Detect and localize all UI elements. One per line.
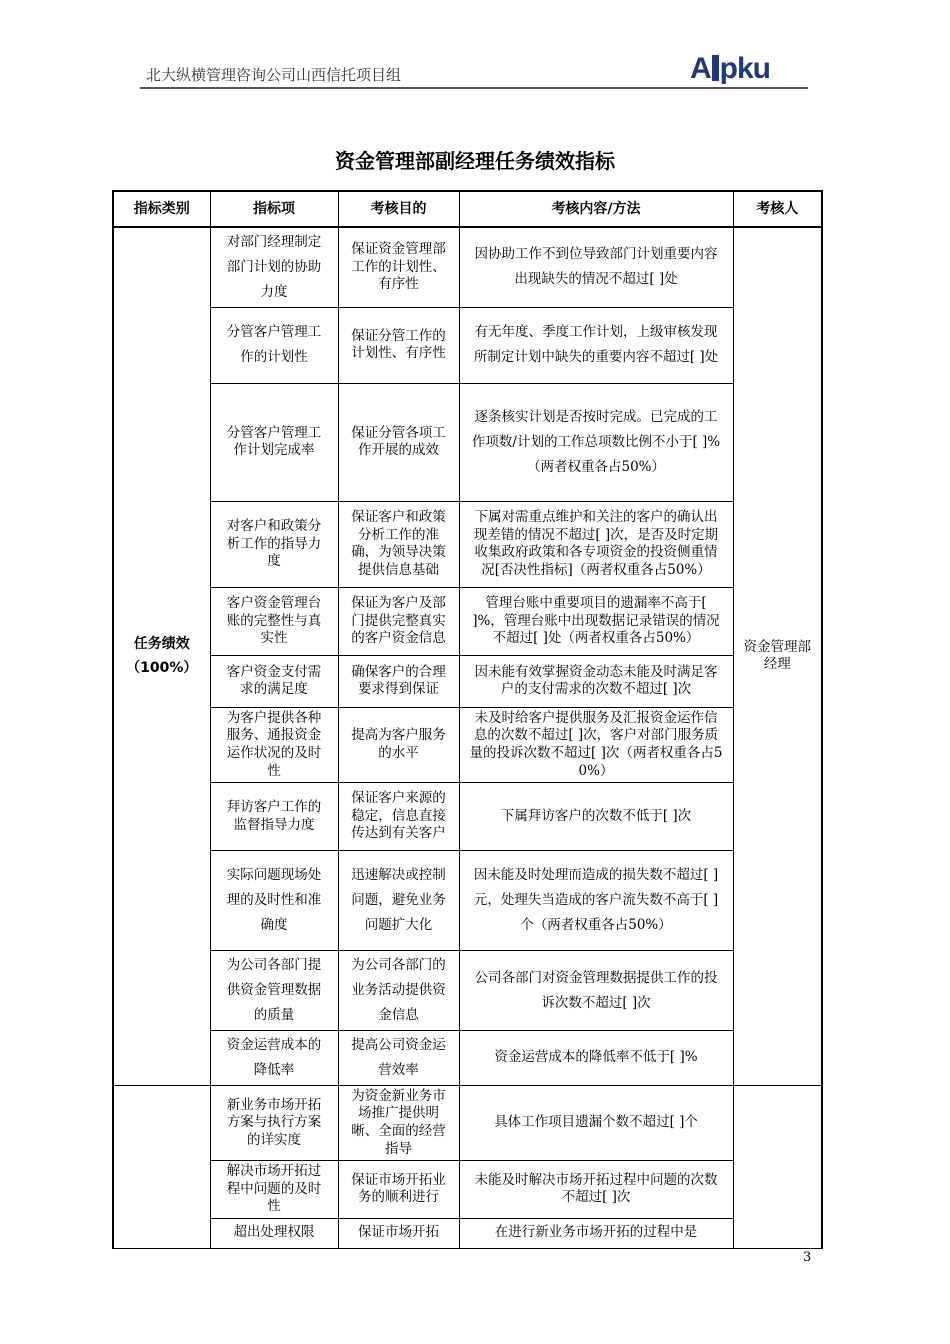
item-cell: 资金运营成本的降低率	[210, 1031, 338, 1086]
method-cell: 资金运营成本的降低率不低于[ ]%	[459, 1031, 733, 1086]
purpose-cell: 为公司各部门的业务活动提供资金信息	[338, 951, 459, 1031]
method-cell: 因未能及时处理而造成的损失数不超过[ ]元，处理失当造成的客户流失数不高于[ ]个（两者权重各占50%）	[459, 851, 733, 951]
col-header-assessor: 考核人	[733, 191, 822, 227]
company-logo	[690, 52, 770, 86]
col-header-purpose: 考核目的	[338, 191, 459, 227]
method-cell: 未能及时解决市场开拓过程中问题的次数不超过[ ]次	[459, 1161, 733, 1219]
table-row	[113, 227, 822, 307]
purpose-cell: 保证市场开拓	[338, 1218, 459, 1248]
col-header-item: 指标项	[210, 191, 338, 227]
purpose-cell: 保证为客户及部门提供完整真实的客户资金信息	[338, 587, 459, 655]
col-header-category: 指标类别	[113, 191, 210, 227]
item-cell: 为客户提供各种服务、通报资金运作状况的及时性	[210, 707, 338, 782]
item-cell: 客户资金管理台账的完整性与真实性	[210, 587, 338, 655]
item-cell: 分管客户管理工作计划完成率	[210, 383, 338, 501]
table-row	[113, 307, 822, 383]
category-cell-empty	[113, 1085, 210, 1248]
header-org-name: 北大纵横管理咨询公司山西信托项目组	[146, 66, 402, 84]
method-cell: 下属对需重点维护和关注的客户的确认出现差错的情况不超过[ ]次，是否及时定期收集政府政策和各专项资金的投资侧重情况[否决性指标]（两者权重各占50%）	[459, 501, 733, 587]
table-row	[113, 707, 822, 782]
method-cell: 未及时给客户提供服务及汇报资金运作信息的次数不超过[ ]次，客户对部门服务质量的投诉次数不超过[ ]次（两者权重各占50%）	[459, 707, 733, 782]
purpose-cell: 提高为客户服务的水平	[338, 707, 459, 782]
table-row	[113, 1218, 822, 1248]
col-header-method: 考核内容/方法	[459, 191, 733, 227]
table-row	[113, 783, 822, 851]
table-row	[113, 655, 822, 707]
table-header-row	[113, 191, 822, 227]
category-cell	[113, 227, 210, 1085]
table-row	[113, 1085, 822, 1160]
method-cell: 因协助工作不到位导致部门计划重要内容出现缺失的情况不超过[ ]处	[459, 227, 733, 307]
purpose-cell: 迅速解决或控制问题，避免业务问题扩大化	[338, 851, 459, 951]
method-cell: 因未能有效掌握资金动态未能及时满足客户的支付需求的次数不超过[ ]次	[459, 655, 733, 707]
table-row	[113, 851, 822, 951]
method-cell: 具体工作项目遗漏个数不超过[ ]个	[459, 1085, 733, 1160]
assessor-cell-empty	[733, 1085, 822, 1248]
logo-left: A	[690, 52, 711, 85]
table-row	[113, 951, 822, 1031]
method-cell: 管理台账中重要项目的遗漏率不高于[ ]%，管理台账中出现数据记录错误的情况不超过[ ]处（两者权重各占50%）	[459, 587, 733, 655]
page-title: 资金管理部副经理任务绩效指标	[335, 149, 615, 173]
item-cell: 分管客户管理工作的计划性	[210, 307, 338, 383]
item-cell: 拜访客户工作的监督指导力度	[210, 783, 338, 851]
item-cell: 新业务市场开拓方案与执行方案的详实度	[210, 1085, 338, 1160]
table-row	[113, 1031, 822, 1086]
purpose-cell: 保证市场开拓业务的顺利进行	[338, 1161, 459, 1219]
method-cell: 逐条核实计划是否按时完成。已完成的工作项数/计划的工作总项数比例不小于[ ]%（两者权重各占50%）	[459, 383, 733, 501]
category-name: 任务绩效	[133, 636, 190, 653]
table-row	[113, 1161, 822, 1219]
purpose-cell: 保证客户和政策分析工作的准确，为领导决策提供信息基础	[338, 501, 459, 587]
purpose-cell: 保证资金管理部工作的计划性、有序性	[338, 227, 459, 307]
purpose-cell: 为资金新业务市场推广提供明晰、全面的经营指导	[338, 1085, 459, 1160]
method-cell: 有无年度、季度工作计划，上级审核发现所制定计划中缺失的重要内容不超过[ ]处	[459, 307, 733, 383]
item-cell: 为公司各部门提供资金管理数据的质量	[210, 951, 338, 1031]
method-cell: 下属拜访客户的次数不低于[ ]次	[459, 783, 733, 851]
purpose-cell: 保证分管各项工作开展的成效	[338, 383, 459, 501]
item-cell: 实际问题现场处理的及时性和准确度	[210, 851, 338, 951]
logo-right: pku	[719, 52, 771, 85]
item-cell: 解决市场开拓过程中问题的及时性	[210, 1161, 338, 1219]
item-cell: 对客户和政策分析工作的指导力度	[210, 501, 338, 587]
table-row	[113, 501, 822, 587]
item-cell: 对部门经理制定部门计划的协助力度	[210, 227, 338, 307]
purpose-cell: 保证客户来源的稳定，信息直接传达到有关客户	[338, 783, 459, 851]
header-divider	[140, 87, 808, 89]
page-number: 3	[803, 1250, 812, 1265]
purpose-cell: 提高公司资金运营效率	[338, 1031, 459, 1086]
kpi-table	[112, 190, 823, 1249]
purpose-cell: 保证分管工作的计划性、有序性	[338, 307, 459, 383]
category-weight: （100%）	[126, 660, 198, 677]
method-cell: 公司各部门对资金管理数据提供工作的投诉次数不超过[ ]次	[459, 951, 733, 1031]
assessor-cell: 资金管理部经理	[733, 227, 822, 1085]
table-row	[113, 383, 822, 501]
item-cell: 超出处理权限	[210, 1218, 338, 1248]
purpose-cell: 确保客户的合理要求得到保证	[338, 655, 459, 707]
item-cell: 客户资金支付需求的满足度	[210, 655, 338, 707]
method-cell: 在进行新业务市场开拓的过程中是	[459, 1218, 733, 1248]
table-row	[113, 587, 822, 655]
